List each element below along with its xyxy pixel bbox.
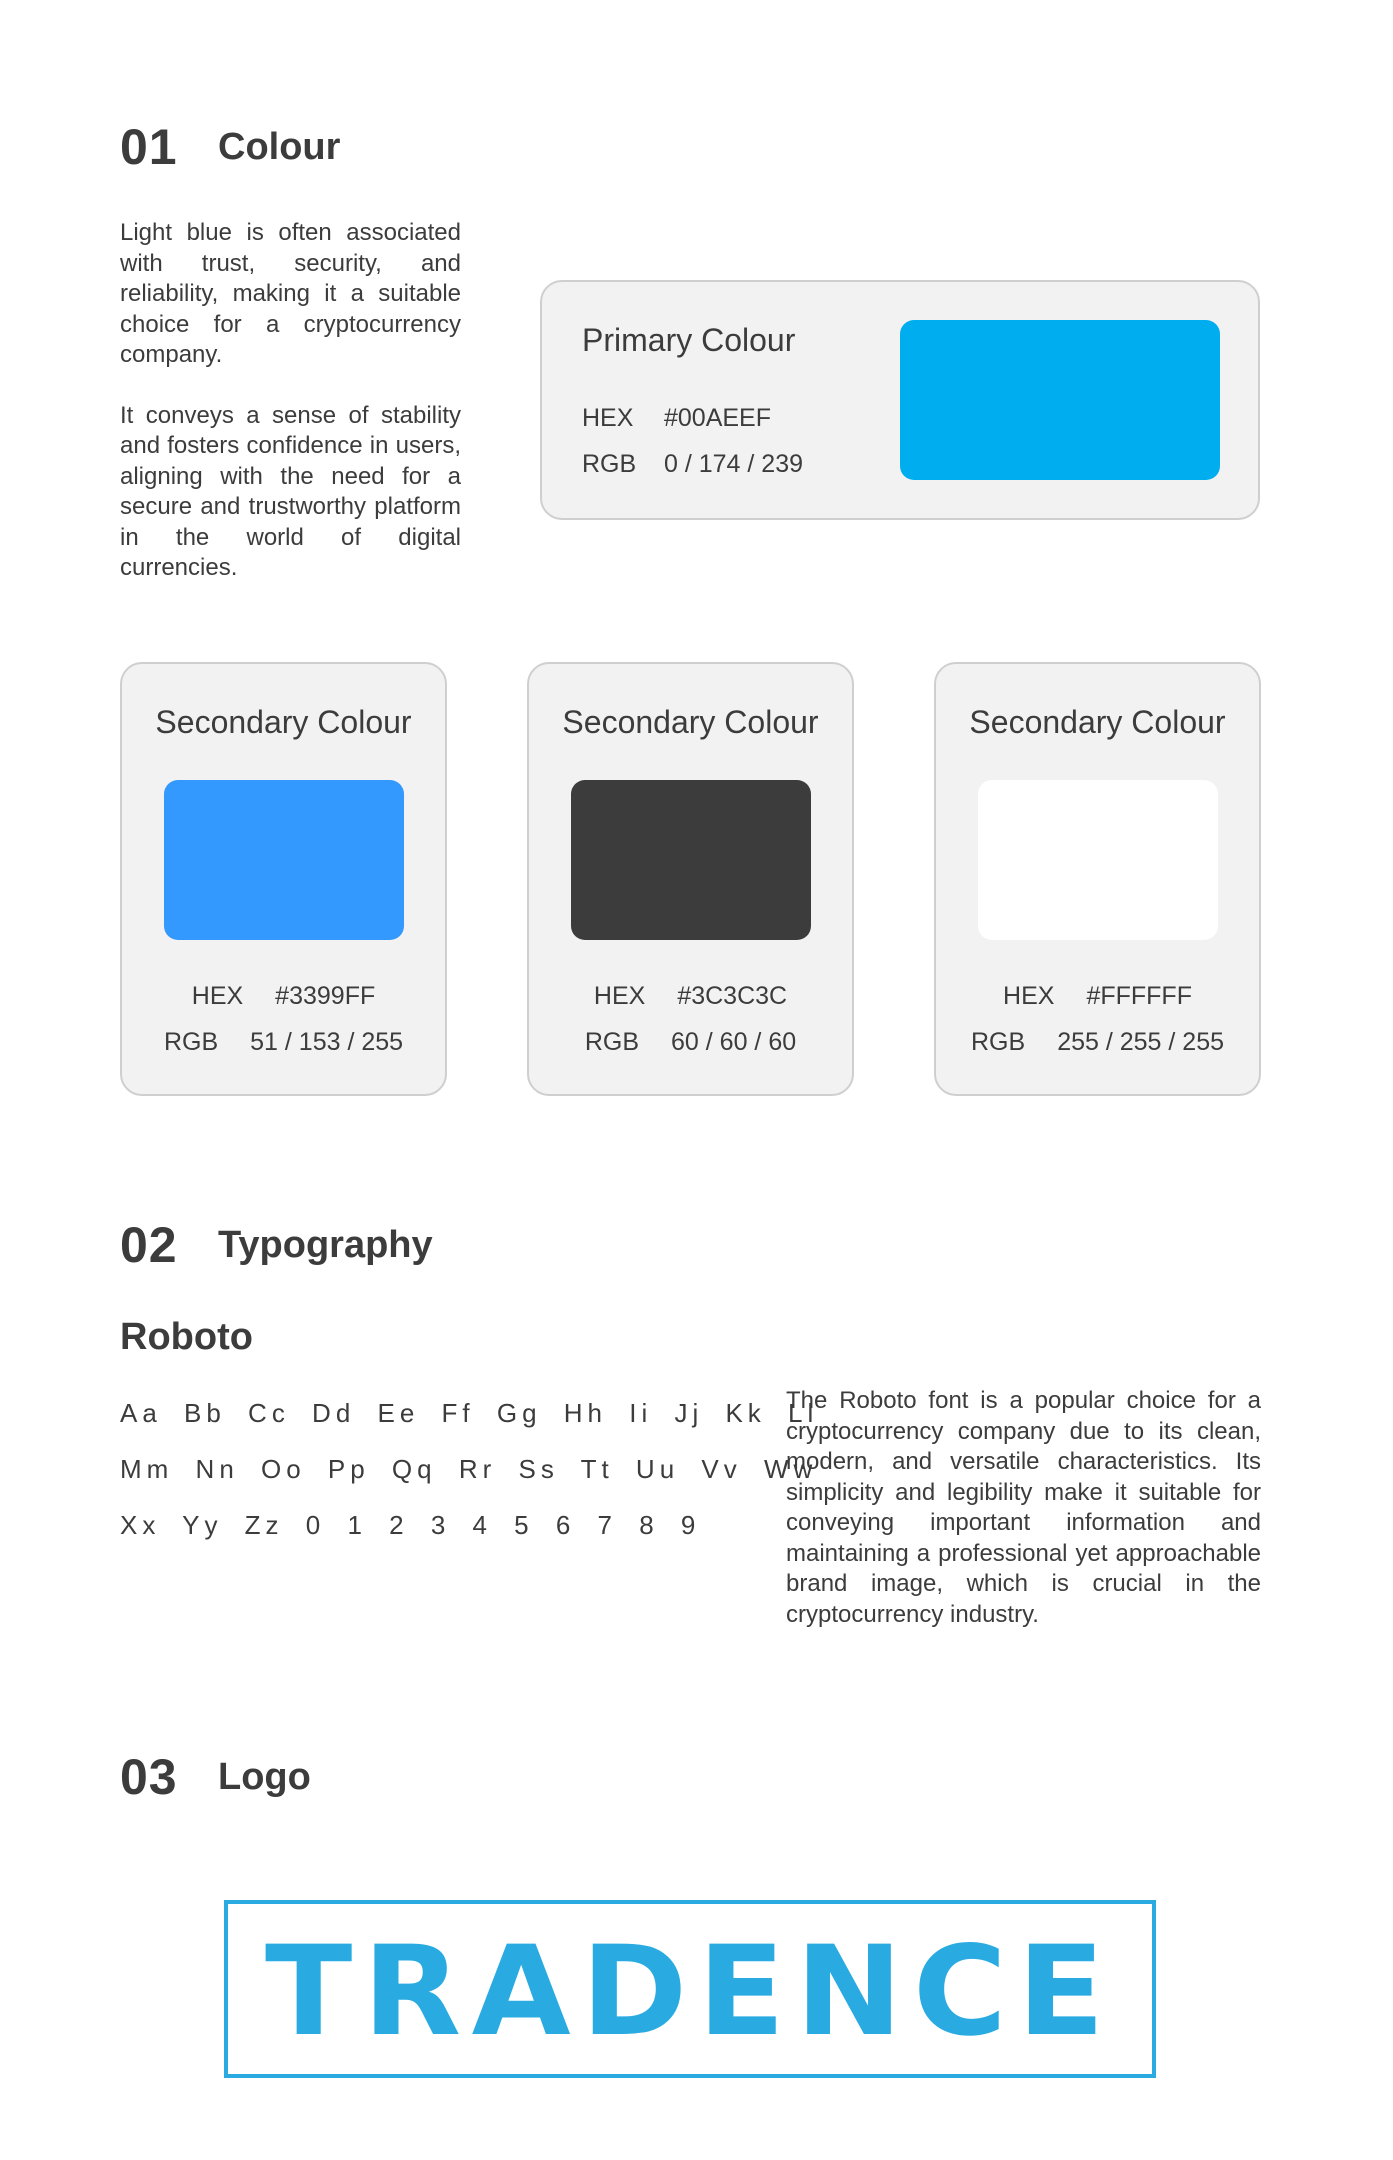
section-number-colour: 01	[120, 119, 178, 175]
secondary-hex-value-3: #FFFFFF	[1086, 982, 1192, 1010]
glyph-row-3: Xx Yy Zz 0 1 2 3 4 5 6 7 8 9	[120, 1510, 701, 1540]
secondary-rgb-row-2	[529, 1028, 852, 1057]
primary-colour-swatch	[900, 320, 1220, 480]
secondary-rgb-label-3: RGB	[971, 1028, 1026, 1056]
section-title-colour: Colour	[218, 126, 341, 168]
section-number-typography: 02	[120, 1217, 178, 1273]
glyph-row-1: Aa Bb Cc Dd Ee Ff Gg Hh Ii Jj Kk Ll	[120, 1398, 819, 1428]
secondary-rgb-label-1: RGB	[163, 1028, 219, 1056]
secondary-hex-row-2	[529, 982, 852, 1011]
colour-paragraph-2: It conveys a sense of stability and fosters confidence in users, aligning with the need for a secure and trustworthy platform in the world of digital currencies.	[120, 401, 461, 581]
secondary-colour-card-2	[527, 662, 854, 1096]
primary-rgb-label: RGB	[582, 450, 637, 478]
secondary-rgb-row-3	[936, 1028, 1259, 1057]
secondary-hex-label-3: HEX	[1003, 982, 1055, 1010]
secondary-colour-card-3	[934, 662, 1261, 1096]
primary-hex-label: HEX	[582, 404, 634, 432]
glyph-row-2: Mm Nn Oo Pp Qq Rr Ss Tt Uu Vv Ww	[120, 1454, 818, 1484]
secondary-colour-title-3: Secondary Colour	[969, 704, 1226, 740]
secondary-colour-swatch-3	[978, 780, 1218, 940]
primary-colour-title: Primary Colour	[582, 322, 796, 358]
section-number-logo: 03	[120, 1749, 178, 1805]
secondary-hex-label-2: HEX	[593, 982, 646, 1010]
secondary-rgb-value-3: 255 / 255 / 255	[1057, 1028, 1224, 1056]
colour-paragraph-1: Light blue is often associated with trust, security, and reliability, making it a suitable choice for a cryptocurrency company.	[120, 219, 461, 368]
logo-frame	[224, 1900, 1156, 2078]
secondary-rgb-row-1	[122, 1028, 445, 1057]
secondary-hex-value-1: #3399FF	[275, 982, 376, 1010]
secondary-hex-label-1: HEX	[191, 982, 244, 1010]
secondary-rgb-label-2: RGB	[584, 1028, 640, 1056]
primary-colour-card	[540, 280, 1260, 520]
secondary-colour-card-1	[120, 662, 447, 1096]
primary-hex-value: #00AEEF	[664, 404, 772, 432]
primary-hex-row	[582, 404, 771, 433]
secondary-colour-title-1: Secondary Colour	[155, 704, 412, 740]
colour-description	[120, 218, 461, 584]
secondary-colour-swatch-2	[571, 780, 811, 940]
logo-text: TRADENCE	[265, 1920, 1115, 2064]
secondary-colour-title-2: Secondary Colour	[562, 704, 819, 740]
secondary-rgb-value-1: 51 / 153 / 255	[250, 1028, 404, 1056]
secondary-rgb-value-2: 60 / 60 / 60	[671, 1028, 797, 1056]
section-title-typography: Typography	[218, 1224, 433, 1266]
secondary-hex-value-2: #3C3C3C	[677, 982, 788, 1010]
secondary-colour-swatch-1	[164, 780, 404, 940]
typography-description: The Roboto font is a popular choice for a cryptocurrency company due to its clean, modern, and versatile characteristics. Its simplicity and legibility make it suitable for conveying important information and maintaining a professional yet approachable brand image, which is crucial in the cryptocurrency industry.	[786, 1387, 1261, 1628]
primary-rgb-value: 0 / 174 / 239	[664, 450, 804, 478]
secondary-hex-row-3	[936, 982, 1259, 1011]
secondary-hex-row-1	[122, 982, 445, 1011]
font-name: Roboto	[120, 1316, 253, 1358]
logo-wordmark	[228, 1904, 1152, 2074]
section-title-logo: Logo	[218, 1756, 311, 1798]
primary-rgb-row	[582, 450, 803, 479]
